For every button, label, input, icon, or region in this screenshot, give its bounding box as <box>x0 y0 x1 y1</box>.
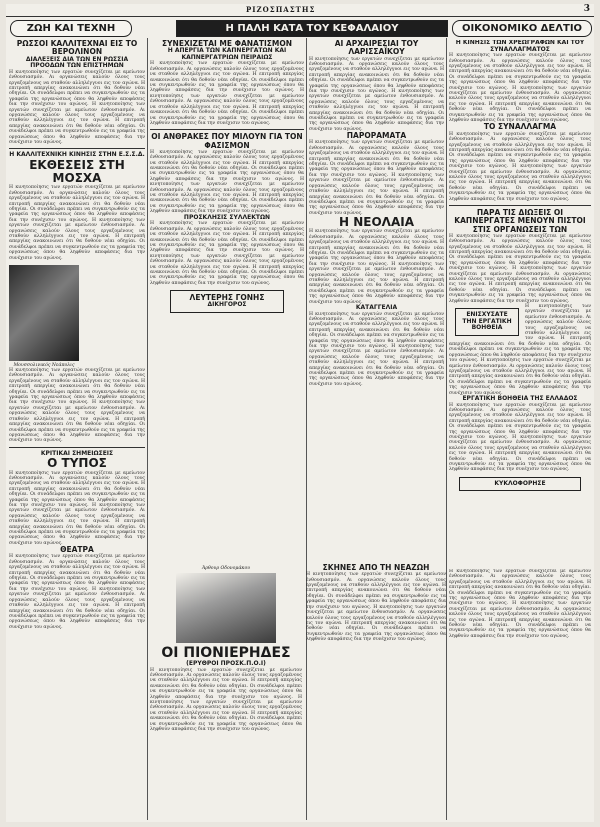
article-text: Η κινητοποίησις των εργατών συνεχίζεται με αμείωτον ένθουσιασμόν. Αι οργανώσεις καλούν όλους τους εργαζομένους να σταθούν αλληλέγγυοι εις τον αγώνα. Η επιτροπή απεργίας ανακοινώνει ότι θα δοθούν νέαι οδηγίαι. Οι συνάδελφοι πρέπει να συγκεντρωθούν εις τα γραφεία της οργανώσεως όπου θα ληφθούν αποφάσεις δια την συνέχισιν του αγώνος. Η κινητοποίησις των εργατών συνεχίζεται με αμείωτον ένθουσιασμόν. Αι οργανώσεις καλούν όλους τους εργαζομένους να σταθούν αλληλέγγυοι εις τον αγώνα. Η επιτροπή απεργίας ανακοινώνει ότι θα δοθούν νέαι οδηγίαι. Οι συνάδελφοι πρέπει να συγκεντρωθούν εις τα γραφεία της οργανώσεως όπου θα ληφθούν αποφάσεις δια την συνέχισιν του αγώνος. <box>9 185 145 261</box>
section-header-economic: ΟΙΚΟΝΟΜΙΚΟ ΔΕΛΤΙΟ <box>452 20 592 37</box>
article-text: Η κινητοποίησις των εργατών συνεχίζεται με αμείωτον ένθουσιασμόν. Αι οργανώσεις καλούν όλους τους εργαζομένους να σταθούν αλληλέγγυοι εις τον αγώνα. Η επιτροπή απεργίας ανακοινώνει ότι θα δοθούν νέαι οδηγίαι. Οι συνάδελφοι πρέπει να συγκεντρωθούν εις τα γραφεία της οργανώσεως όπου θα ληφθούν αποφάσεις δια την συνέχισιν του αγώνος. Η κινητοποίησις των εργατών συνεχίζεται με αμείωτον ένθουσιασμόν. Αι οργανώσεις καλούν όλους τους εργαζομένους να σταθούν αλληλέγγυοι εις τον αγώνα. Η επιτροπή απεργίας ανακοινώνει ότι θα δοθούν νέαι οδηγίαι. Οι συνάδελφοι πρέπει να συγκεντρωθούν εις τα γραφεία της οργανώσεως όπου θα ληφθούν αποφάσεις δια την συνέχισιν του αγώνος. <box>150 149 304 215</box>
headline: ΕΚΘΕΣΕΙΣ ΣΤΗ ΜΟΣΧΑ <box>29 157 125 186</box>
section-header-life-art: ΖΩΗ ΚΑΙ ΤΕΧΝΗ <box>10 20 132 37</box>
article-text: Η κινητοποίησις των εργατών συνεχίζεται με αμείωτον ένθουσιασμόν. Αι οργανώσεις καλούν όλους τους εργαζομένους να σταθούν αλληλέγγυοι εις τον αγώνα. Η επιτροπή απεργίας ανακοινώνει ότι θα δοθούν νέαι οδηγίαι. Οι συνάδελφοι πρέπει να συγκεντρωθούν εις τα γραφεία της οργανώσεως όπου θα ληφθούν αποφάσεις δια την συνέχισιν του αγώνος. Η κινητοποίησις των εργατών συνεχίζεται με αμείωτον ένθουσιασμόν. Αι οργανώσεις καλούν όλους τους εργαζομένους να σταθούν αλληλέγγυοι εις τον αγώνα. Η επιτροπή απεργίας ανακοινώνει ότι θα δοθούν νέαι οδηγίαι. Οι συνάδελφοι πρέπει να συγκεντρωθούν εις τα γραφεία της οργανώσεως όπου θα ληφθούν αποφάσεις δια την συνέχισιν του αγώνος. <box>9 470 145 546</box>
article-text: Η κινητοποίησις των εργατών συνεχίζεται με αμείωτον ένθουσιασμόν. Αι οργανώσεις καλούν όλους τους εργαζομένους να σταθούν αλληλέγγυοι εις τον αγώνα. Η επιτροπή απεργίας ανακοινώνει ότι θα δοθούν νέαι οδηγίαι. Οι συνάδελφοι πρέπει να συγκεντρωθούν εις τα γραφεία της οργανώσεως όπου θα ληφθούν αποφάσεις δια την συνέχισιν του αγώνος. Η κινητοποίησις των εργατών συνεχίζεται με αμείωτον ένθουσιασμόν. Αι οργανώσεις καλούν όλους τους εργαζομένους να σταθούν αλληλέγγυοι εις τον αγώνα. Η επιτροπή απεργίας ανακοινώνει ότι θα δοθούν νέαι οδηγίαι. Οι συνάδελφοι πρέπει να συγκεντρωθούν εις τα γραφεία της οργανώσεως όπου θα ληφθούν αποφάσεις δια την συνέχισιν του αγώνος. <box>449 53 591 124</box>
article-text: Η κινητοποίησις των εργατών συνεχίζεται με αμείωτον ένθουσιασμόν. Αι οργανώσεις καλούν όλους τους εργαζομένους να σταθούν αλληλέγγυοι εις τον αγώνα. Η επιτροπή απεργίας ανακοινώνει ότι θα δοθούν νέαι οδηγίαι. Οι συνάδελφοι πρέπει να συγκεντρωθούν εις τα γραφεία της οργανώσεως όπου θα ληφθούν αποφάσεις δια την συνέχισιν του αγώνος. Η κινητοποίησις των εργατών συνεχίζεται με αμείωτον ένθουσιασμόν. Αι οργανώσεις καλούν όλους τους εργαζομένους να σταθούν αλληλέγγυοι εις τον αγώνα. Η επιτροπή απεργίας ανακοινώνει ότι θα δοθούν νέαι οδηγίαι. Οι συνάδελφοι πρέπει να συγκεντρωθούν εις τα γραφεία της οργανώσεως όπου θα ληφθούν αποφάσεις δια την συνέχισιν του αγώνος. <box>9 368 145 444</box>
article-text: Η κινητοποίησις των εργατών συνεχίζεται με αμείωτον ένθουσιασμόν. Αι οργανώσεις καλούν όλους τους εργαζομένους να σταθούν αλληλέγγυοι εις τον αγώνα. Η επιτροπή απεργίας ανακοινώνει ότι θα δοθούν νέαι οδηγίαι. Οι συνάδελφοι πρέπει να συγκεντρωθούν εις τα γραφεία της οργανώσεως όπου θα ληφθούν αποφάσεις δια την συνέχισιν του αγώνος. Η κινητοποίησις των εργατών συνεχίζεται με αμείωτον ένθουσιασμόν. Αι οργανώσεις καλούν όλους τους εργαζομένους να σταθούν αλληλέγγυοι εις τον αγώνα. Η επιτροπή απεργίας ανακοινώνει ότι θα δοθούν νέαι οδηγίαι. Οι συνάδελφοι πρέπει να συγκεντρωθούν εις τα γραφεία της οργανώσεως όπου θα ληφθούν αποφάσεις δια την συνέχισιν του αγώνος. <box>309 56 444 132</box>
headline: ΡΩΣΣΟΙ ΚΑΛΛΙΤΕΧΝΑΙ ΕΙΣ ΤΟ ΒΕΡΟΛΙΝΟΝ <box>16 40 138 57</box>
box-title: ΕΝΙΣΧΥΣΑΤΕ ΤΗΝ ΕΡΓΑΤΙΚΗ ΒΟΗΘΕΙΑ <box>462 311 512 332</box>
headline: ΚΡΙΤΙΚΑΙ ΣΗΜΕΙΩΣΕΙΣ <box>40 449 114 457</box>
page-number: 3 <box>583 4 590 14</box>
subheadline: Η ΑΠΕΡΓΙΑ ΤΩΝ ΚΑΠΝΕΡΓΑΤΩΝ ΚΑΙ ΚΑΠΝΕΡΓΑΤΡΙΩΝ ΠΕΙΡΑΙΩΣ <box>167 47 287 61</box>
photo-caption: Μουσσολινικός Νεάπολις <box>13 363 75 369</box>
headline: ΤΟ ΣΥΝΑΛΛΑΓΜΑ <box>483 122 557 132</box>
article-photo <box>9 265 79 361</box>
column-larissa <box>309 40 444 565</box>
headline: ΚΑΤΑΓΓΕΛΙΑ <box>355 304 398 311</box>
feature-illustration <box>176 573 276 643</box>
headline: Η ΚΑΛΛΙΤΕΧΝΙΚΗ ΚΙΝΗΣΙΣ ΣΤΗΝ Ε.Σ.Σ.Δ. <box>9 151 145 159</box>
column-life-art <box>9 40 145 820</box>
publication-ad <box>459 477 581 492</box>
headline: ΠΡΟΣΚΛΗΣΙΣ ΣΥΛΛΕΚΤΩΝ <box>183 213 271 221</box>
ad-title: ΛΕΥΤΕΡΗΣ ΓΟΝΗΣ <box>189 293 265 303</box>
headline: ΕΡΓΑΤΙΚΗ ΒΟΗΘΕΙΑ ΤΗΣ ΕΛΛΑΔΟΣ <box>462 394 578 402</box>
feature-side-title: ΣΚΗΝΕΣ ΑΠΟ ΤΗ ΝΕΑΖΩΗ <box>322 564 430 572</box>
subheadline: ΔΙΑΛΕΞΕΙΣ ΔΙΑ ΤΩΝ ΕΝ ΡΩΣΣΙΑ ΠΡΟΟΔΩΝ ΤΩΝ ΕΠΙΣΤΗΜΩΝ <box>25 55 129 70</box>
newspaper-page <box>6 4 594 822</box>
headline: ΟΙ ΑΝΘΡΑΚΕΣ ΠΟΥ ΜΙΛΟΥΝ ΓΙΑ ΤΟΝ ΦΑΣΙΣΜΟΝ <box>151 132 303 150</box>
masthead-title: ΡΙΖΟΣΠΑΣΤΗΣ <box>246 5 316 14</box>
headline: ΘΕΑΤΡΑ <box>60 545 94 555</box>
article-text: Η κινητοποίησις των εργατών συνεχίζεται με αμείωτον ένθουσιασμόν. Αι οργανώσεις καλούν όλους τους εργαζομένους να σταθούν αλληλέγγυοι εις τον αγώνα. Η επιτροπή απεργίας ανακοινώνει ότι θα δοθούν νέαι οδηγίαι. Οι συνάδελφοι πρέπει να συγκεντρωθούν εις τα γραφεία της οργανώσεως όπου θα ληφθούν αποφάσεις δια την συνέχισιν του αγώνος. Η κινητοποίησις των εργατών συνεχίζεται με αμείωτον ένθουσιασμόν. Αι οργανώσεις καλούν όλους τους εργαζομένους να σταθούν αλληλέγγυοι εις τον αγώνα. Η επιτροπή απεργίας ανακοινώνει ότι θα δοθούν νέαι οδηγίαι. Οι συνάδελφοι πρέπει να συγκεντρωθούν εις τα γραφεία της οργανώσεως όπου θα ληφθούν αποφάσεις δια την συνέχισιν του αγώνος. <box>309 229 444 305</box>
article-text: Η κινητοποίησις των εργατών συνεχίζεται με αμείωτον ένθουσιασμόν. Αι οργανώσεις καλούν όλους τους εργαζομένους να σταθούν αλληλέγγυοι εις τον αγώνα. Η επιτροπή απεργίας ανακοινώνει ότι θα δοθούν νέαι οδηγίαι. Οι συνάδελφοι πρέπει να συγκεντρωθούν εις τα γραφεία της οργανώσεως όπου θα ληφθούν αποφάσεις δια την συνέχισιν του αγώνος. Η κινητοποίησις των εργατών συνεχίζεται με αμείωτον ένθουσιασμόν. Αι οργανώσεις καλούν όλους τους εργαζομένους να σταθούν αλληλέγγυοι εις τον αγώνα. Η επιτροπή απεργίας ανακοινώνει ότι θα δοθούν νέαι οδηγίαι. Οι συνάδελφοι πρέπει να συγκεντρωθούν εις τα γραφεία της οργανώσεως όπου θα ληφθούν αποφάσεις δια την συνέχισιν του αγώνος. <box>449 402 591 473</box>
headline: Η ΝΕΟΛΑΙΑ <box>339 215 414 230</box>
column-economic-bottom <box>449 569 591 819</box>
article-text: Η κινητοποίησις των εργατών συνεχίζεται με αμείωτον ένθουσιασμόν. Αι οργανώσεις καλούν όλους τους εργαζομένους να σταθούν αλληλέγγυοι εις τον αγώνα. Η επιτροπή απεργίας ανακοινώνει ότι θα δοθούν νέαι οδηγίαι. Οι συνάδελφοι πρέπει να συγκεντρωθούν εις τα γραφεία της οργανώσεως όπου θα ληφθούν αποφάσεις δια την συνέχισιν του αγώνος. Η κινητοποίησις των εργατών συνεχίζεται με αμείωτον ένθουσιασμόν. Αι οργανώσεις καλούν όλους τους εργαζομένους να σταθούν αλληλέγγυοι εις τον αγώνα. Η επιτροπή απεργίας ανακοινώνει ότι θα δοθούν νέαι οδηγίαι. Οι συνάδελφοι πρέπει να συγκεντρωθούν εις τα γραφεία της οργανώσεως όπου θα ληφθούν αποφάσεις δια την συνέχισιν του αγώνος. <box>449 233 591 304</box>
lawyer-ad <box>170 290 284 313</box>
headline: Η ΚΙΝΗΣΙΣ ΤΩΝ ΧΡΕΩΓΡΑΦΩΝ ΚΑΙ ΤΟΥ ΣΥΝΑΛΛΑΓΜΑΤΟΣ <box>455 40 585 53</box>
column-divider <box>446 38 447 820</box>
feature-title: ΟΙ ΠΙΟΝΙΕΡΗΔΕΣ <box>161 645 291 661</box>
article-text: Η κινητοποίησις των εργατών συνεχίζεται με αμείωτον ένθουσιασμόν. Αι οργανώσεις καλούν όλους τους εργαζομένους να σταθούν αλληλέγγυοι εις τον αγώνα. Η επιτροπή απεργίας ανακοινώνει ότι θα δοθούν νέαι οδηγίαι. Οι συνάδελφοι πρέπει να συγκεντρωθούν εις τα γραφεία της οργανώσεως όπου θα ληφθούν αποφάσεις δια την συνέχισιν του αγώνος. Η κινητοποίησις των εργατών συνεχίζεται με αμείωτον ένθουσιασμόν. Αι οργανώσεις καλούν όλους τους εργαζομένους να σταθούν αλληλέγγυοι εις τον αγώνα. Η επιτροπή απεργίας ανακοινώνει ότι θα δοθούν νέαι οδηγίαι. Οι συνάδελφοι πρέπει να συγκεντρωθούν εις τα γραφεία της οργανώσεως όπου θα ληφθούν αποφάσεις δια την συνέχισιν του αγώνος. <box>150 221 304 286</box>
section-header-struggle: Η ΠΑΛΗ ΚΑΤΑ ΤΟΥ ΚΕΦΑΛΑΙΟΥ <box>176 20 448 37</box>
column-economic <box>449 40 591 565</box>
article-text: Η κινητοποίησις των εργατών συνεχίζεται με αμείωτον ένθουσιασμόν. Αι οργανώσεις καλούν όλους τους εργαζομένους να σταθούν αλληλέγγυοι εις τον αγώνα. Η επιτροπή απεργίας ανακοινώνει ότι θα δοθούν νέαι οδηγίαι. Οι συνάδελφοι πρέπει να συγκεντρωθούν εις τα γραφεία της οργανώσεως όπου θα ληφθούν αποφάσεις δια την συνέχισιν του αγώνος. Η κινητοποίησις των εργατών συνεχίζεται με αμείωτον ένθουσιασμόν. Αι οργανώσεις καλούν όλους τους εργαζομένους να σταθούν αλληλέγγυοι εις τον αγώνα. Η επιτροπή απεργίας ανακοινώνει ότι θα δοθούν νέαι οδηγίαι. Οι συνάδελφοι πρέπει να συγκεντρωθούν εις τα γραφεία της οργανώσεως όπου θα ληφθούν αποφάσεις δια την συνέχισιν του αγώνος. <box>150 61 304 126</box>
article-text: Η κινητοποίησις των εργατών συνεχίζεται με αμείωτον ένθουσιασμόν. Αι οργανώσεις καλούν όλους τους εργαζομένους να σταθούν αλληλέγγυοι εις τον αγώνα. Η επιτροπή απεργίας ανακοινώνει ότι θα δοθούν νέαι οδηγίαι. Οι συνάδελφοι πρέπει να συγκεντρωθούν εις τα γραφεία της οργανώσεως όπου θα ληφθούν αποφάσεις δια την συνέχισιν του αγώνος. Η κινητοποίησις των εργατών συνεχίζεται με αμείωτον ένθουσιασμόν. Αι οργανώσεις καλούν όλους τους εργαζομένους να σταθούν αλληλέγγυοι εις τον αγώνα. Η επιτροπή απεργίας ανακοινώνει ότι θα δοθούν νέαι οδηγίαι. Οι συνάδελφοι πρέπει να συγκεντρωθούν εις τα γραφεία της οργανώσεως όπου θα ληφθούν αποφάσεις δια την συνέχισιν του αγώνος. <box>309 311 444 387</box>
feature-author: Άρθουρ Οδονομάκου <box>201 566 251 571</box>
headline: Ο ΤΥΠΟΣ <box>47 456 107 471</box>
article-text: Η κινητοποίησις των εργατών συνεχίζεται με αμείωτον ένθουσιασμόν. Αι οργανώσεις καλούν όλους τους εργαζομένους να σταθούν αλληλέγγυοι εις τον αγώνα. Η επιτροπή απεργίας ανακοινώνει ότι θα δοθούν νέαι οδηγίαι. Οι συνάδελφοι πρέπει να συγκεντρωθούν εις τα γραφεία της οργανώσεως όπου θα ληφθούν αποφάσεις δια την συνέχισιν του αγώνος. Η κινητοποίησις των εργατών συνεχίζεται με αμείωτον ένθουσιασμόν. Αι οργανώσεις καλούν όλους τους εργαζομένους να σταθούν αλληλέγγυοι εις τον αγώνα. Η επιτροπή απεργίας ανακοινώνει ότι θα δοθούν νέαι οδηγίαι. Οι συνάδελφοι πρέπει να συγκεντρωθούν εις τα γραφεία της οργανώσεως όπου θα ληφθούν αποφάσεις δια την συνέχισιν του αγώνος. <box>150 667 302 733</box>
headline: ΠΑΡΑ ΤΙΣ ΔΙΩΞΕΙΣ ΟΙ ΚΑΠΝΕΡΓΑΤΕΣ ΜΕΝΟΥΝ ΠΙΣΤΟΙ ΣΤΙΣ ΟΡΓΑΝΩΣΕΙΣ ΤΩΝ <box>454 208 586 234</box>
article-text: Η κινητοποίησις των εργατών συνεχίζεται με αμείωτον ένθουσιασμόν. Αι οργανώσεις καλούν όλους τους εργαζομένους να σταθούν αλληλέγγυοι εις τον αγώνα. Η επιτροπή απεργίας ανακοινώνει ότι θα δοθούν νέαι οδηγίαι. Οι συνάδελφοι πρέπει να συγκεντρωθούν εις τα γραφεία της οργανώσεως όπου θα ληφθούν αποφάσεις δια την συνέχισιν του αγώνος. Η κινητοποίησις των εργατών συνεχίζεται με αμείωτον ένθουσιασμόν. Αι οργανώσεις καλούν όλους τους εργαζομένους να σταθούν αλληλέγγυοι εις τον αγώνα. Η επιτροπή απεργίας ανακοινώνει ότι θα δοθούν νέαι οδηγίαι. Οι συνάδελφοι πρέπει να συγκεντρωθούν εις τα γραφεία της οργανώσεως όπου θα ληφθούν αποφάσεις δια την συνέχισιν του αγώνος. <box>306 572 446 643</box>
article-text: Η κινητοποίησις των εργατών συνεχίζεται με αμείωτον ένθουσιασμόν. Αι οργανώσεις καλούν όλους τους εργαζομένους να σταθούν αλληλέγγυοι εις τον αγώνα. Η επιτροπή απεργίας ανακοινώνει ότι θα δοθούν νέαι οδηγίαι. Οι συνάδελφοι πρέπει να συγκεντρωθούν εις τα γραφεία της οργανώσεως όπου θα ληφθούν αποφάσεις δια την συνέχισιν του αγώνος. Η κινητοποίησις των εργατών συνεχίζεται με αμείωτον ένθουσιασμόν. Αι οργανώσεις καλούν όλους τους εργαζομένους να σταθούν αλληλέγγυοι εις τον αγώνα. Η επιτροπή απεργίας ανακοινώνει ότι θα δοθούν νέαι οδηγίαι. Οι συνάδελφοι πρέπει να συγκεντρωθούν εις τα γραφεία της οργανώσεως όπου θα ληφθούν αποφάσεις δια την συνέχισιν του αγώνος. <box>9 69 145 145</box>
article-text: Η κινητοποίησις των εργατών συνεχίζεται με αμείωτον ένθουσιασμόν. Αι οργανώσεις καλούν όλους τους εργαζομένους να σταθούν αλληλέγγυοι εις τον αγώνα. Η επιτροπή απεργίας ανακοινώνει ότι θα δοθούν νέαι οδηγίαι. Οι συνάδελφοι πρέπει να συγκεντρωθούν εις τα γραφεία της οργανώσεως όπου θα ληφθούν αποφάσεις δια την συνέχισιν του αγώνος. Η κινητοποίησις των εργατών συνεχίζεται με αμείωτον ένθουσιασμόν. Αι οργανώσεις καλούν όλους τους εργαζομένους να σταθούν αλληλέγγυοι εις τον αγώνα. Η επιτροπή απεργίας ανακοινώνει ότι θα δοθούν νέαι οδηγίαι. Οι συνάδελφοι πρέπει να συγκεντρωθούν εις τα γραφεία της οργανώσεως όπου θα ληφθούν αποφάσεις δια την συνέχισιν του αγώνος. <box>449 131 591 202</box>
column-divider <box>147 38 148 820</box>
workers-aid-box <box>455 308 519 336</box>
ad-subtitle: ΔΙΚΗΓΟΡΟΣ <box>207 301 247 309</box>
headline: ΑΙ ΑΡΧΑΙΡΕΣΙΑΙ ΤΟΥ ΛΑΡΙΣΣΑΪΚΟΥ <box>334 40 419 57</box>
article-text: Η κινητοποίησις των εργατών συνεχίζεται με αμείωτον ένθουσιασμόν. Αι οργανώσεις καλούν όλους τους εργαζομένους να σταθούν αλληλέγγυοι εις τον αγώνα. Η επιτροπή απεργίας ανακοινώνει ότι θα δοθούν νέαι οδηγίαι. Οι συνάδελφοι πρέπει να συγκεντρωθούν εις τα γραφεία της οργανώσεως όπου θα ληφθούν αποφάσεις δια την συνέχισιν του αγώνος. Η κινητοποίησις των εργατών συνεχίζεται με αμείωτον ένθουσιασμόν. Αι οργανώσεις καλούν όλους τους εργαζομένους να σταθούν αλληλέγγυοι εις τον αγώνα. Η επιτροπή απεργίας ανακοινώνει ότι θα δοθούν νέαι οδηγίαι. Οι συνάδελφοι πρέπει να συγκεντρωθούν εις τα γραφεία της οργανώσεως όπου θα ληφθούν αποφάσεις δια την συνέχισιν του αγώνος. <box>309 140 444 216</box>
article-text: Η κινητοποίησις των εργατών συνεχίζεται με αμείωτον ένθουσιασμόν. Αι οργανώσεις καλούν όλους τους εργαζομένους να σταθούν αλληλέγγυοι εις τον αγώνα. Η επιτροπή απεργίας ανακοινώνει ότι θα δοθούν νέαι οδηγίαι. Οι συνάδελφοι πρέπει να συγκεντρωθούν εις τα γραφεία της οργανώσεως όπου θα ληφθούν αποφάσεις δια την συνέχισιν του αγώνος. Η κινητοποίησις των εργατών συνεχίζεται με αμείωτον ένθουσιασμόν. Αι οργανώσεις καλούν όλους τους εργαζομένους να σταθούν αλληλέγγυοι εις τον αγώνα. Η επιτροπή απεργίας ανακοινώνει ότι θα δοθούν νέαι οδηγίαι. Οι συνάδελφοι πρέπει να συγκεντρωθούν εις τα γραφεία της οργανώσεως όπου θα ληφθούν αποφάσεις δια την συνέχισιν του αγώνος. <box>449 569 591 639</box>
article-text: Η κινητοποίησις των εργατών συνεχίζεται με αμείωτον ένθουσιασμόν. Αι οργανώσεις καλούν όλους τους εργαζομένους να σταθούν αλληλέγγυοι εις τον αγώνα. Η επιτροπή απεργίας ανακοινώνει ότι θα δοθούν νέαι οδηγίαι. Οι συνάδελφοι πρέπει να συγκεντρωθούν εις τα γραφεία της οργανώσεως όπου θα ληφθούν αποφάσεις δια την συνέχισιν του αγώνος. Η κινητοποίησις των εργατών συνεχίζεται με αμείωτον ένθουσιασμόν. Αι οργανώσεις καλούν όλους τους εργαζομένους να σταθούν αλληλέγγυοι εις τον αγώνα. Η επιτροπή απεργίας ανακοινώνει ότι θα δοθούν νέαι οδηγίαι. Οι συνάδελφοι πρέπει να συγκεντρωθούν εις τα γραφεία της οργανώσεως όπου θα ληφθούν αποφάσεις δια την συνέχισιν του αγώνος. <box>449 304 591 396</box>
headline: ΠΑΡΟΡΑΜΑΤΑ <box>346 131 407 141</box>
headline: ΣΥΝΕΧΙΖΕΤΑΙ ΜΕ ΦΑΝΑΤΙΣΜΟΝ <box>161 40 293 48</box>
article-text: Η κινητοποίησις των εργατών συνεχίζεται με αμείωτον ένθουσιασμόν. Αι οργανώσεις καλούν όλους τους εργαζομένους να σταθούν αλληλέγγυοι εις τον αγώνα. Η επιτροπή απεργίας ανακοινώνει ότι θα δοθούν νέαι οδηγίαι. Οι συνάδελφοι πρέπει να συγκεντρωθούν εις τα γραφεία της οργανώσεως όπου θα ληφθούν αποφάσεις δια την συνέχισιν του αγώνος. Η κινητοποίησις των εργατών συνεχίζεται με αμείωτον ένθουσιασμόν. Αι οργανώσεις καλούν όλους τους εργαζομένους να σταθούν αλληλέγγυοι εις τον αγώνα. Η επιτροπή απεργίας ανακοινώνει ότι θα δοθούν νέαι οδηγίαι. Οι συνάδελφοι πρέπει να συγκεντρωθούν εις τα γραφεία της οργανώσεως όπου θα ληφθούν αποφάσεις δια την συνέχισιν του αγώνος. <box>9 554 145 630</box>
masthead <box>6 4 594 17</box>
feature-subtitle: (ΕΡΥΘΡΟΙ ΠΡΟΣΚ.Π.Ο.Ι) <box>186 660 266 667</box>
feature-side <box>306 564 446 819</box>
box-title: ΚΥΚΛΟΦΟΡΗΣΕ <box>494 479 546 487</box>
feature-block <box>150 564 302 819</box>
